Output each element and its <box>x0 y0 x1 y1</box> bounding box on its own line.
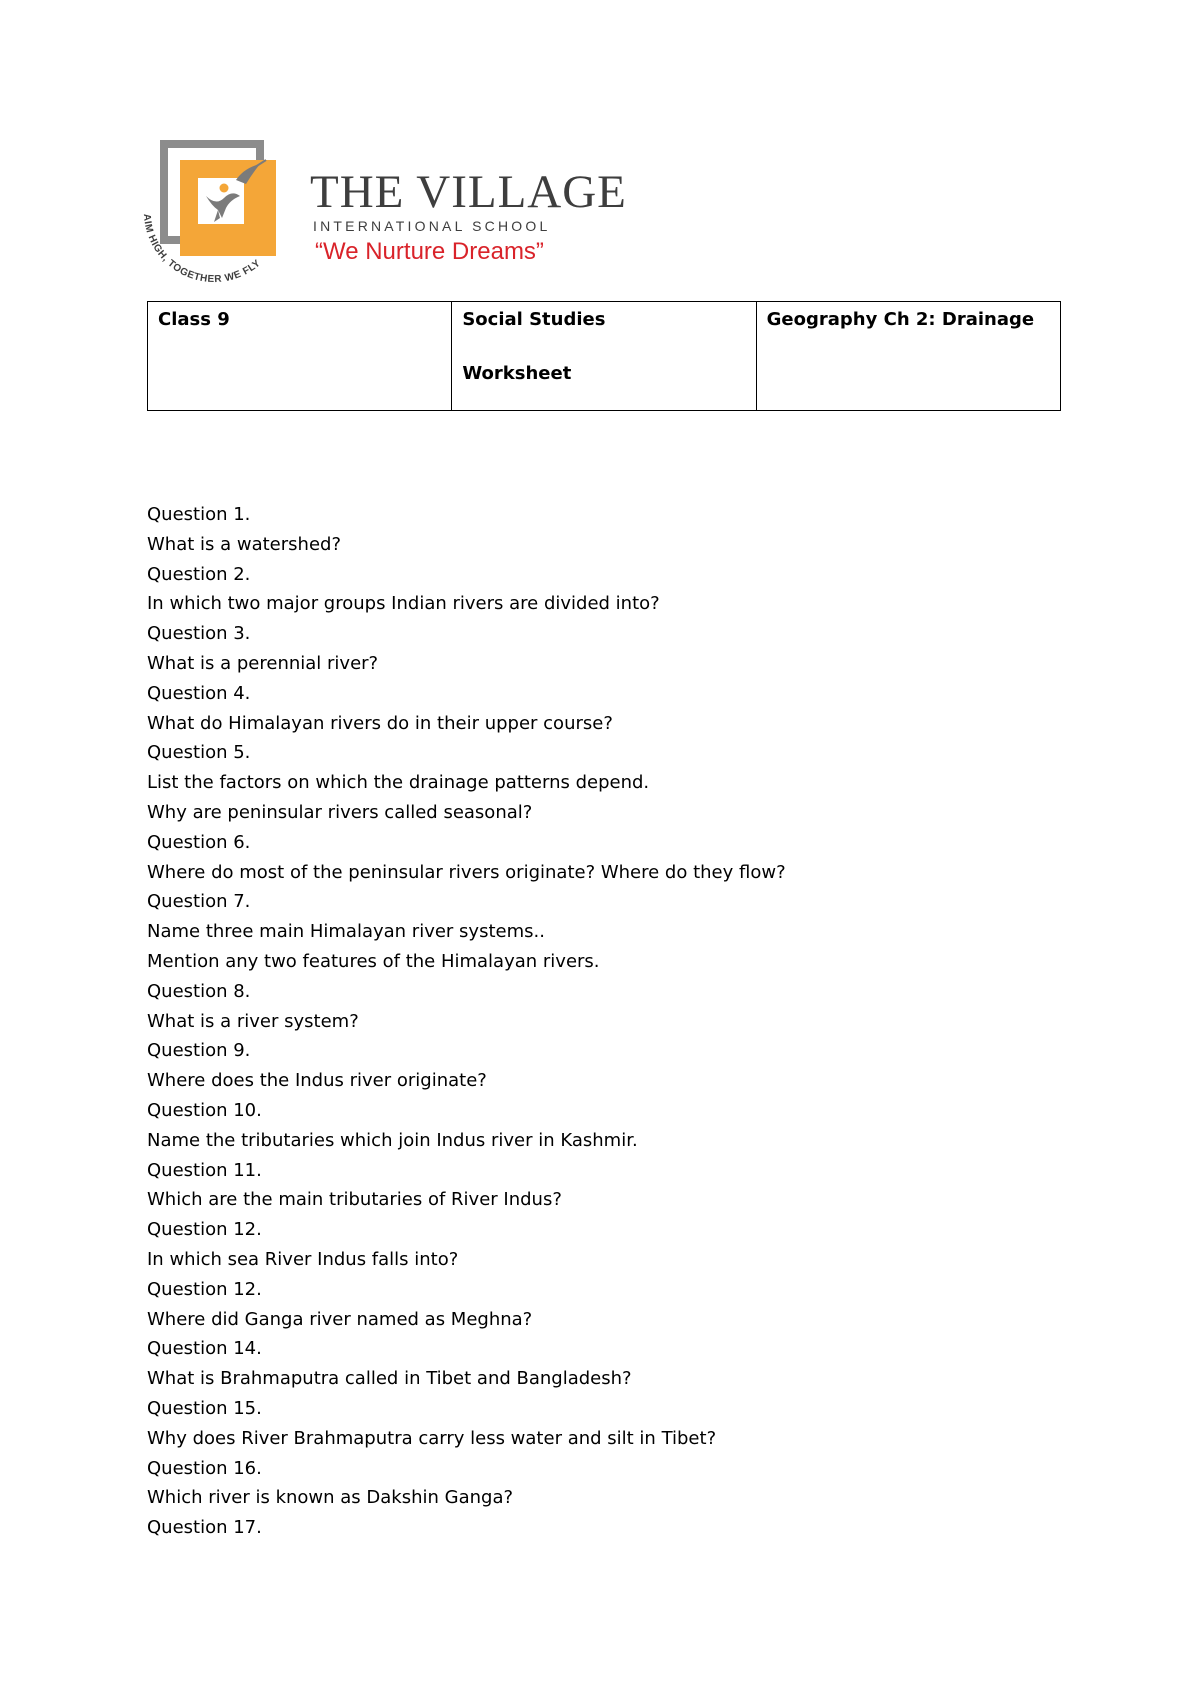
question-list <box>147 500 1097 1543</box>
list-item: Question 9. <box>147 1040 251 1062</box>
logo-emblem <box>140 140 310 290</box>
list-item: Question 16. <box>147 1457 262 1479</box>
class-cell <box>148 302 452 411</box>
list-item: In which sea River Indus falls into? <box>147 1248 459 1270</box>
list-item: Question 12. <box>147 1219 262 1241</box>
list-item: What is Brahmaputra called in Tibet and Bangladesh? <box>147 1368 632 1390</box>
list-item: List the factors on which the drainage patterns depend. <box>147 772 650 794</box>
list-item: Question 3. <box>147 623 251 645</box>
list-item: Question 4. <box>147 682 251 704</box>
list-item: Name three main Himalayan river systems.. <box>147 921 545 943</box>
list-item: Question 2. <box>147 563 251 585</box>
chapter-label: Geography Ch 2: Drainage <box>766 309 1035 330</box>
list-item: Question 5. <box>147 742 251 764</box>
list-item: What is a river system? <box>147 1010 359 1032</box>
list-item: Which are the main tributaries of River Indus? <box>147 1189 562 1211</box>
list-item: Question 14. <box>147 1338 262 1360</box>
list-item: What do Himalayan rivers do in their upper course? <box>147 712 613 734</box>
list-item: Where do most of the peninsular rivers originate? Where do they flow? <box>147 861 786 883</box>
subject-cell <box>452 302 756 411</box>
list-item: Question 1. <box>147 504 251 525</box>
list-item: Mention any two features of the Himalayan rivers. <box>147 950 600 972</box>
worksheet-label: Worksheet <box>462 363 572 384</box>
list-item: Question 11. <box>147 1159 262 1181</box>
list-item: Question 10. <box>147 1099 262 1121</box>
list-item: Question 15. <box>147 1397 262 1419</box>
logo-motto: AIM HIGH, TOGETHER WE FLY <box>140 213 263 286</box>
list-item: Question 7. <box>147 891 251 913</box>
school-name: THE VILLAGE <box>310 166 627 218</box>
list-item: Question 12. <box>147 1278 262 1300</box>
school-logo <box>140 140 627 290</box>
list-item: Why are peninsular rivers called seasonal? <box>147 801 533 823</box>
header-row <box>148 302 1061 411</box>
list-item: Where does the Indus river originate? <box>147 1070 487 1092</box>
list-item: Question 8. <box>147 980 251 1002</box>
list-item: Which river is known as Dakshin Ganga? <box>147 1487 514 1509</box>
list-item: Question 17. <box>147 1517 262 1539</box>
school-subtitle: INTERNATIONAL SCHOOL <box>313 218 551 234</box>
list-item: Why does River Brahmaputra carry less water and silt in Tibet? <box>147 1427 717 1449</box>
list-item: In which two major groups Indian rivers are divided into? <box>147 593 660 615</box>
subject-label: Social Studies <box>462 309 606 330</box>
chapter-cell <box>756 302 1060 411</box>
list-item: What is a perennial river? <box>147 652 379 674</box>
list-item: Where did Ganga river named as Meghna? <box>147 1308 533 1330</box>
list-item: Question 6. <box>147 831 251 853</box>
class-label: Class 9 <box>158 309 230 330</box>
list-item: What is a watershed? <box>147 533 341 555</box>
school-tagline: “We Nurture Dreams” <box>315 238 544 265</box>
list-item: Name the tributaries which join Indus river in Kashmir. <box>147 1129 638 1151</box>
worksheet-header-table <box>147 301 1061 411</box>
